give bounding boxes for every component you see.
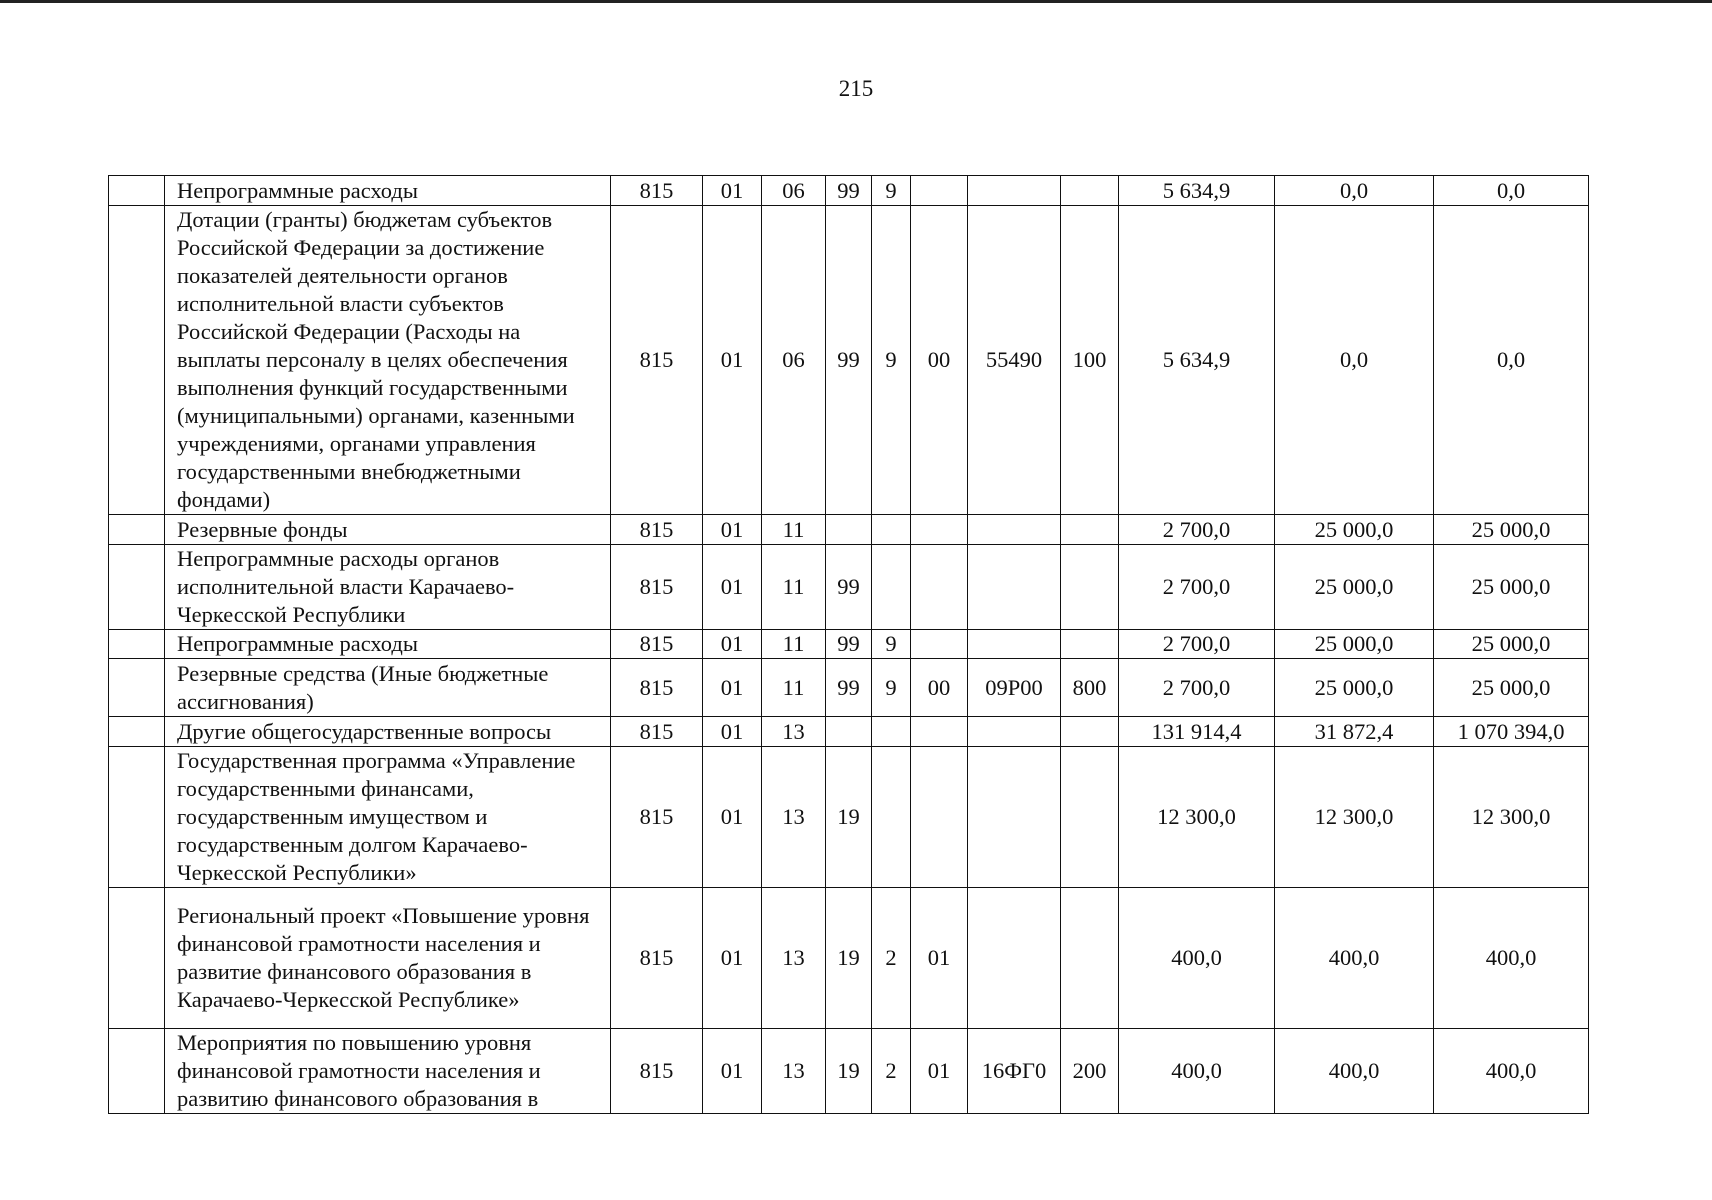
table-row <box>109 747 1589 888</box>
expense-type-code-cell <box>1061 888 1119 1029</box>
subprogram-code-cell: 9 <box>872 206 911 515</box>
expense-type-code-cell: 100 <box>1061 206 1119 515</box>
amount-year-2-cell: 12 300,0 <box>1275 747 1434 888</box>
direction-code-cell <box>968 630 1061 659</box>
table-row <box>109 659 1589 717</box>
row-number-cell <box>109 630 165 659</box>
amount-year-3-cell: 25 000,0 <box>1434 515 1589 545</box>
section-code-cell: 01 <box>703 717 762 747</box>
section-code-cell: 01 <box>703 176 762 206</box>
row-number-cell <box>109 515 165 545</box>
section-code-cell: 01 <box>703 545 762 630</box>
expense-type-code-cell <box>1061 176 1119 206</box>
direction-code-cell <box>968 717 1061 747</box>
subprogram-code-cell <box>872 515 911 545</box>
expense-type-code-cell: 200 <box>1061 1029 1119 1114</box>
amount-year-2-cell: 0,0 <box>1275 206 1434 515</box>
table-row <box>109 717 1589 747</box>
ministry-code-cell: 815 <box>611 888 703 1029</box>
row-number-cell <box>109 888 165 1029</box>
program-code-cell: 19 <box>826 888 872 1029</box>
item-name-cell: Непрограммные расходы <box>165 630 611 659</box>
row-number-cell <box>109 659 165 717</box>
expense-type-code-cell <box>1061 515 1119 545</box>
item-name-cell: Непрограммные расходы <box>165 176 611 206</box>
subsection-code-cell: 13 <box>762 747 826 888</box>
budget-table <box>108 175 1589 1114</box>
amount-year-2-cell: 0,0 <box>1275 176 1434 206</box>
subprogram-code-cell: 9 <box>872 176 911 206</box>
row-number-cell <box>109 545 165 630</box>
subsection-code-cell: 06 <box>762 176 826 206</box>
subprogram-code-cell <box>872 717 911 747</box>
program-code-cell: 99 <box>826 206 872 515</box>
amount-year-1-cell: 2 700,0 <box>1119 545 1275 630</box>
amount-year-1-cell: 2 700,0 <box>1119 630 1275 659</box>
subsection-code-cell: 06 <box>762 206 826 515</box>
item-name-cell: Резервные средства (Иные бюджетные ассигнования) <box>165 659 611 717</box>
amount-year-2-cell: 25 000,0 <box>1275 630 1434 659</box>
subsection-code-cell: 13 <box>762 717 826 747</box>
direction-code-cell: 16ФГ0 <box>968 1029 1061 1114</box>
amount-year-3-cell: 400,0 <box>1434 1029 1589 1114</box>
ministry-code-cell: 815 <box>611 717 703 747</box>
ministry-code-cell: 815 <box>611 545 703 630</box>
event-code-cell: 01 <box>911 1029 968 1114</box>
section-code-cell: 01 <box>703 747 762 888</box>
program-code-cell <box>826 717 872 747</box>
section-code-cell: 01 <box>703 515 762 545</box>
program-code-cell: 99 <box>826 630 872 659</box>
row-number-cell <box>109 206 165 515</box>
subsection-code-cell: 11 <box>762 659 826 717</box>
amount-year-2-cell: 400,0 <box>1275 888 1434 1029</box>
expense-type-code-cell <box>1061 545 1119 630</box>
program-code-cell: 19 <box>826 747 872 888</box>
page-number: 215 <box>838 76 874 101</box>
row-number-cell <box>109 176 165 206</box>
row-number-cell <box>109 747 165 888</box>
item-name-cell: Дотации (гранты) бюджетам субъектов Российской Федерации за достижение показателей деятельности органов исполнительной власти субъектов Российской Федерации (Расходы на выплаты персоналу в целях обеспечения выполнения функций государственными (муниципальными) органами, казенными учреждениями, органами управления государственными внебюджетными фондами) <box>165 206 611 515</box>
amount-year-3-cell: 0,0 <box>1434 176 1589 206</box>
section-code-cell: 01 <box>703 1029 762 1114</box>
item-name-cell: Резервные фонды <box>165 515 611 545</box>
subprogram-code-cell: 9 <box>872 659 911 717</box>
direction-code-cell <box>968 747 1061 888</box>
table-body <box>109 176 1589 1114</box>
amount-year-3-cell: 0,0 <box>1434 206 1589 515</box>
table-row <box>109 176 1589 206</box>
section-code-cell: 01 <box>703 630 762 659</box>
direction-code-cell: 55490 <box>968 206 1061 515</box>
amount-year-1-cell: 2 700,0 <box>1119 515 1275 545</box>
amount-year-1-cell: 5 634,9 <box>1119 176 1275 206</box>
section-code-cell: 01 <box>703 659 762 717</box>
event-code-cell: 01 <box>911 888 968 1029</box>
amount-year-3-cell: 12 300,0 <box>1434 747 1589 888</box>
item-name-cell: Мероприятия по повышению уровня финансовой грамотности населения и развитию финансового образования в <box>165 1029 611 1114</box>
section-code-cell: 01 <box>703 888 762 1029</box>
event-code-cell <box>911 717 968 747</box>
subprogram-code-cell: 2 <box>872 1029 911 1114</box>
event-code-cell <box>911 176 968 206</box>
subprogram-code-cell: 9 <box>872 630 911 659</box>
expense-type-code-cell <box>1061 630 1119 659</box>
section-code-cell: 01 <box>703 206 762 515</box>
amount-year-2-cell: 25 000,0 <box>1275 515 1434 545</box>
expense-type-code-cell <box>1061 717 1119 747</box>
amount-year-3-cell: 25 000,0 <box>1434 630 1589 659</box>
table-row <box>109 206 1589 515</box>
expense-type-code-cell <box>1061 747 1119 888</box>
ministry-code-cell: 815 <box>611 659 703 717</box>
amount-year-2-cell: 400,0 <box>1275 1029 1434 1114</box>
event-code-cell <box>911 545 968 630</box>
table-row <box>109 1029 1589 1114</box>
amount-year-3-cell: 1 070 394,0 <box>1434 717 1589 747</box>
program-code-cell: 99 <box>826 545 872 630</box>
expense-type-code-cell: 800 <box>1061 659 1119 717</box>
amount-year-2-cell: 25 000,0 <box>1275 659 1434 717</box>
event-code-cell <box>911 747 968 888</box>
amount-year-1-cell: 5 634,9 <box>1119 206 1275 515</box>
event-code-cell: 00 <box>911 206 968 515</box>
amount-year-1-cell: 400,0 <box>1119 888 1275 1029</box>
item-name-cell: Другие общегосударственные вопросы <box>165 717 611 747</box>
ministry-code-cell: 815 <box>611 630 703 659</box>
table-row <box>109 545 1589 630</box>
subsection-code-cell: 11 <box>762 630 826 659</box>
item-name-cell: Непрограммные расходы органов исполнительной власти Карачаево-Черкесской Республики <box>165 545 611 630</box>
row-number-cell <box>109 1029 165 1114</box>
direction-code-cell <box>968 545 1061 630</box>
amount-year-1-cell: 400,0 <box>1119 1029 1275 1114</box>
amount-year-3-cell: 400,0 <box>1434 888 1589 1029</box>
row-number-cell <box>109 717 165 747</box>
ministry-code-cell: 815 <box>611 206 703 515</box>
table-row <box>109 888 1589 1029</box>
amount-year-2-cell: 31 872,4 <box>1275 717 1434 747</box>
amount-year-3-cell: 25 000,0 <box>1434 659 1589 717</box>
direction-code-cell <box>968 515 1061 545</box>
amount-year-1-cell: 12 300,0 <box>1119 747 1275 888</box>
program-code-cell <box>826 515 872 545</box>
subprogram-code-cell <box>872 747 911 888</box>
subsection-code-cell: 11 <box>762 515 826 545</box>
amount-year-1-cell: 131 914,4 <box>1119 717 1275 747</box>
event-code-cell <box>911 515 968 545</box>
subsection-code-cell: 13 <box>762 1029 826 1114</box>
amount-year-1-cell: 2 700,0 <box>1119 659 1275 717</box>
subsection-code-cell: 11 <box>762 545 826 630</box>
table-row <box>109 515 1589 545</box>
event-code-cell <box>911 630 968 659</box>
subsection-code-cell: 13 <box>762 888 826 1029</box>
event-code-cell: 00 <box>911 659 968 717</box>
scan-edge-line <box>0 0 1712 3</box>
amount-year-3-cell: 25 000,0 <box>1434 545 1589 630</box>
direction-code-cell <box>968 176 1061 206</box>
item-name-cell: Государственная программа «Управление государственными финансами, государственным имуществом и государственным долгом Карачаево-Черкесской Республики» <box>165 747 611 888</box>
subprogram-code-cell <box>872 545 911 630</box>
ministry-code-cell: 815 <box>611 1029 703 1114</box>
program-code-cell: 99 <box>826 176 872 206</box>
ministry-code-cell: 815 <box>611 747 703 888</box>
table-row <box>109 630 1589 659</box>
amount-year-2-cell: 25 000,0 <box>1275 545 1434 630</box>
program-code-cell: 19 <box>826 1029 872 1114</box>
direction-code-cell <box>968 888 1061 1029</box>
ministry-code-cell: 815 <box>611 176 703 206</box>
direction-code-cell: 09Р00 <box>968 659 1061 717</box>
subprogram-code-cell: 2 <box>872 888 911 1029</box>
item-name-cell: Региональный проект «Повышение уровня финансовой грамотности населения и развитие финансового образования в Карачаево-Черкесской Республике» <box>165 888 611 1029</box>
program-code-cell: 99 <box>826 659 872 717</box>
ministry-code-cell: 815 <box>611 515 703 545</box>
